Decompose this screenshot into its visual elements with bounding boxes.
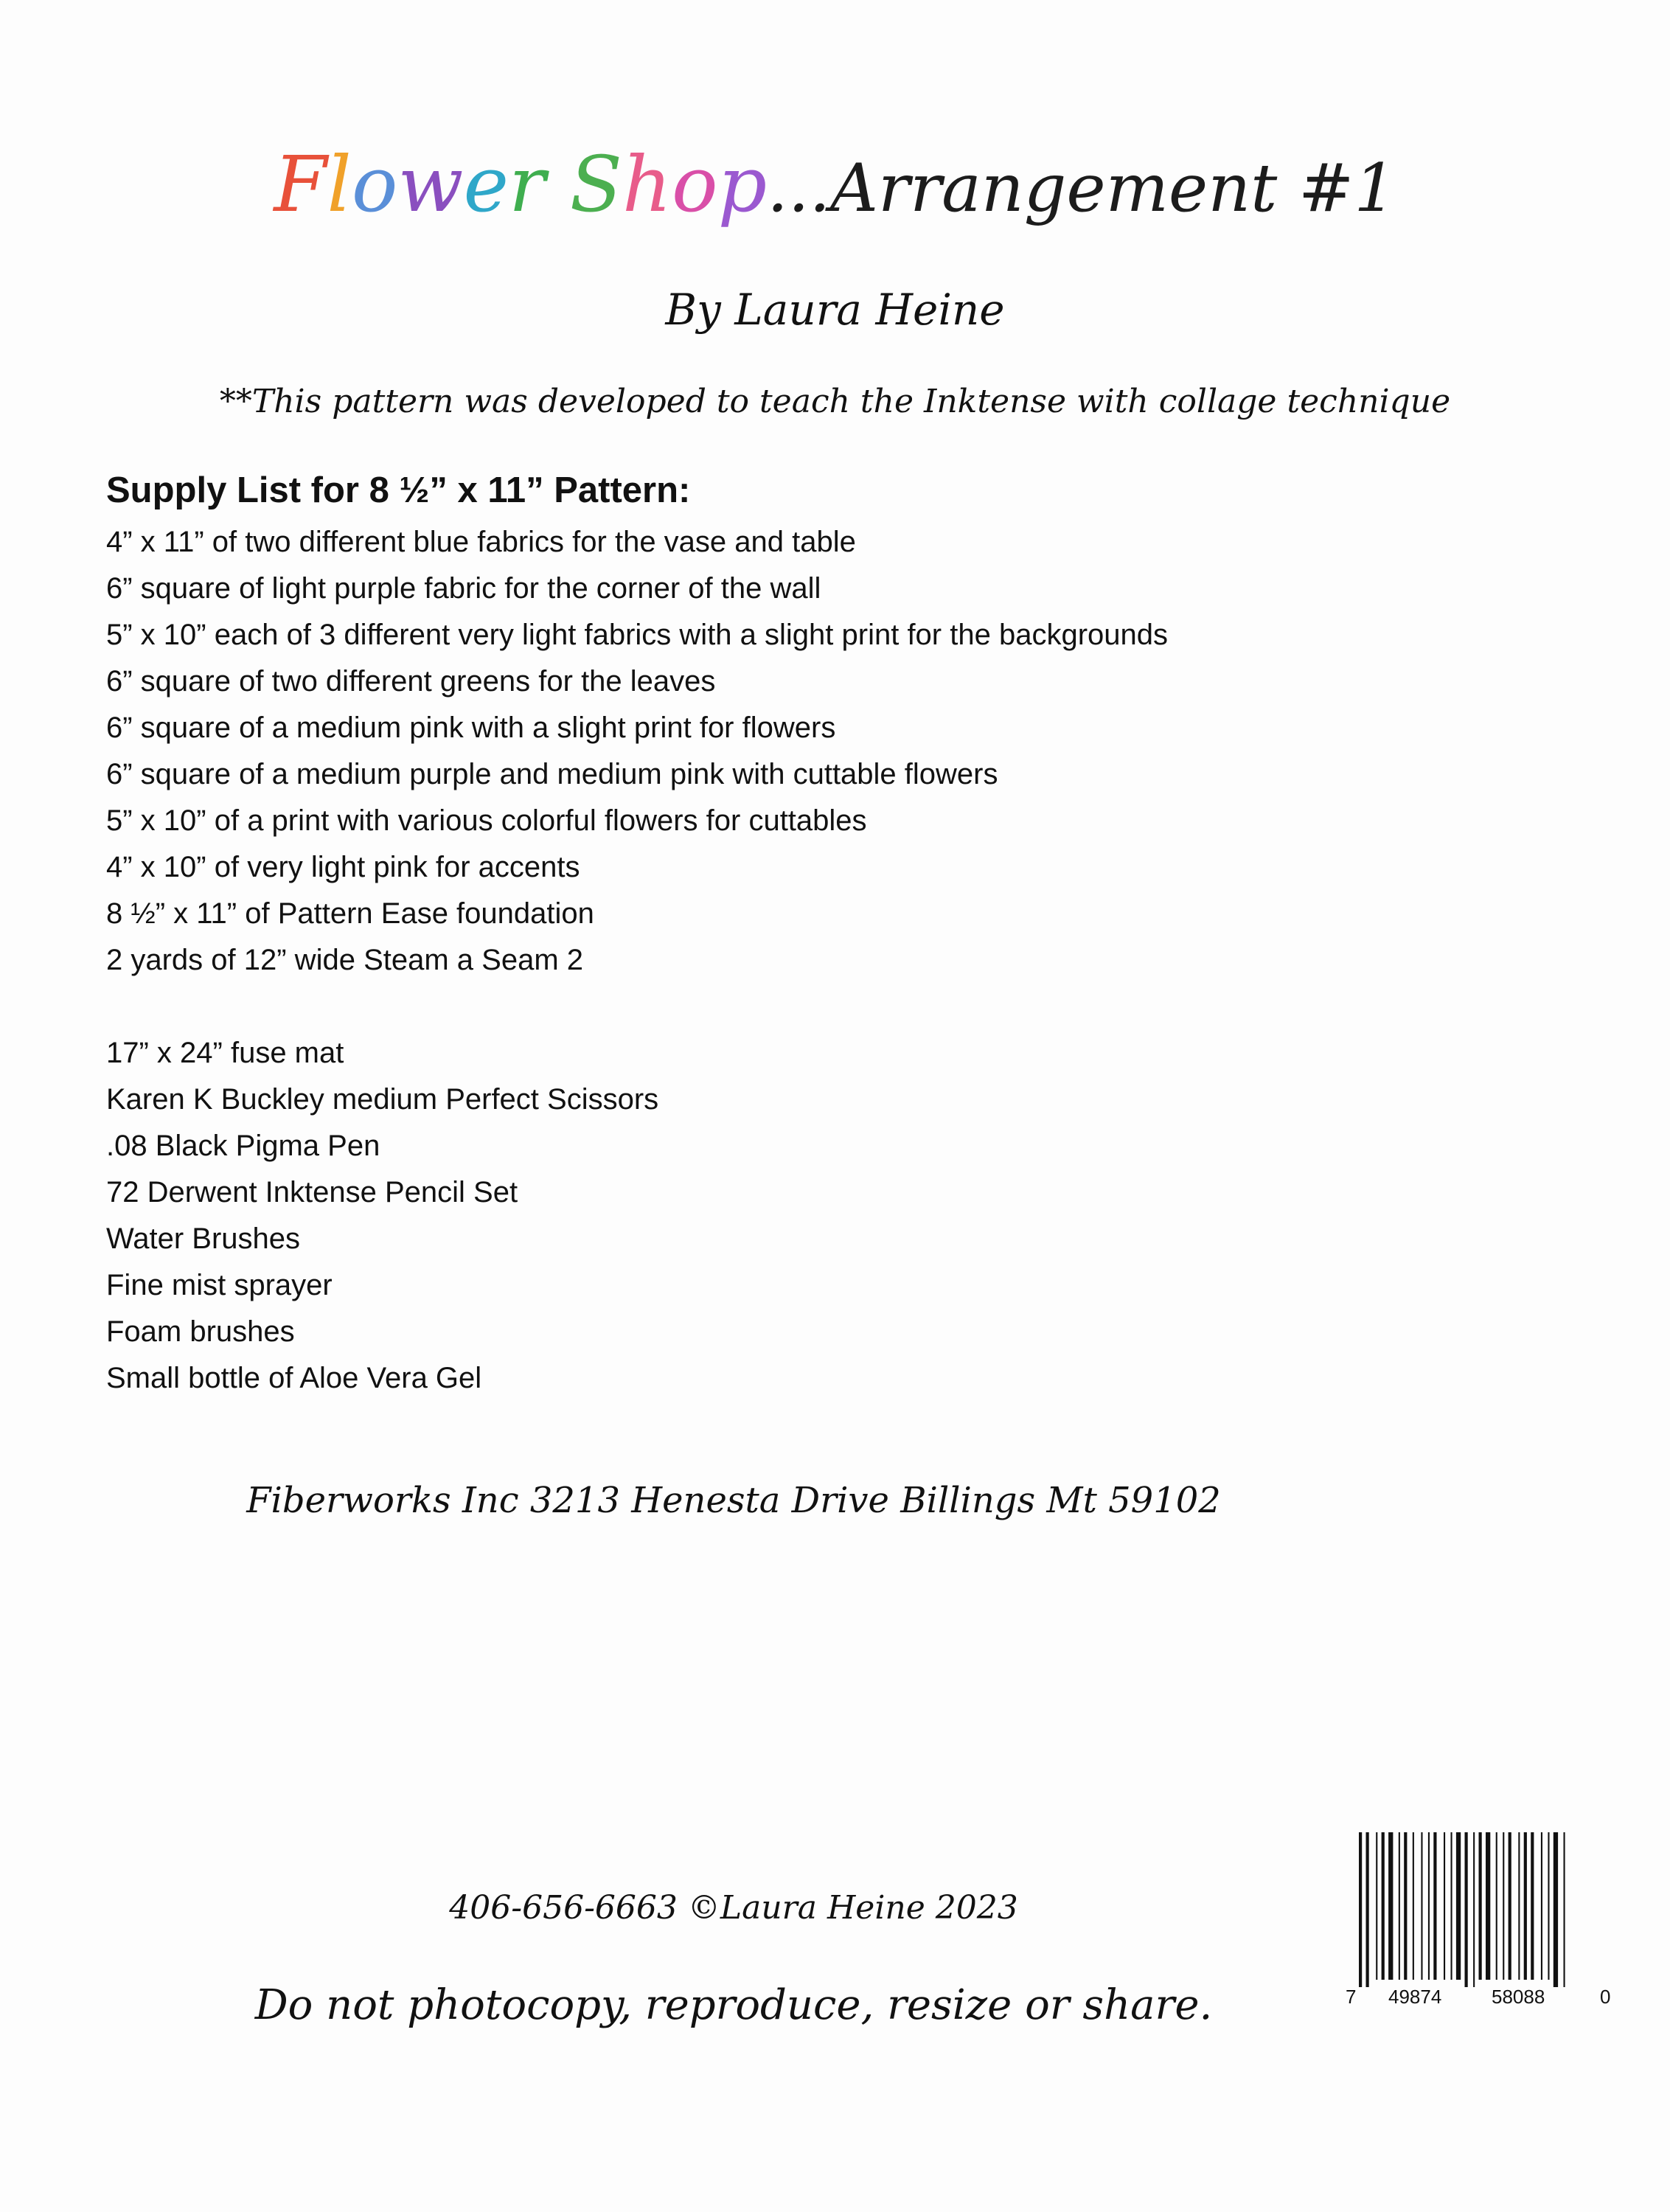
tool-item: Foam brushes	[106, 1315, 295, 1348]
title-letter: p	[717, 139, 768, 229]
barcode-bar	[1366, 1832, 1369, 1987]
barcode-right-group: 58088	[1492, 1986, 1545, 2008]
barcode-bar	[1388, 1832, 1393, 1980]
barcode-bar	[1496, 1832, 1497, 1980]
barcode-bar	[1564, 1832, 1565, 1987]
fabric-item: 5” x 10” of a print with various colorful flowers for cuttables	[106, 804, 867, 837]
supply-list	[103, 465, 1430, 1402]
title-suffix: ...Arrangement #1	[767, 150, 1396, 227]
title-letter: F	[274, 139, 327, 229]
barcode-left-group: 49874	[1388, 1986, 1442, 2008]
barcode-bar	[1451, 1832, 1452, 1980]
title-letter: o	[351, 139, 398, 229]
fabric-item: 6” square of light purple fabric for the corner of the wall	[106, 572, 821, 605]
title-letter: e	[463, 139, 509, 229]
barcode-bar	[1444, 1832, 1445, 1980]
tool-item: Small bottle of Aloe Vera Gel	[106, 1362, 482, 1394]
barcode-first-digit: 7	[1346, 1986, 1357, 2008]
fabric-item: 8 ½” x 11” of Pattern Ease foundation	[106, 897, 594, 930]
barcode-bar	[1376, 1832, 1377, 1980]
title-letter: S	[569, 139, 623, 229]
fabric-item: 4” x 10” of very light pink for accents	[106, 851, 580, 883]
barcode-bar	[1554, 1832, 1558, 1987]
barcode-bar	[1456, 1832, 1461, 1980]
copy-warning: Do not photocopy, reproduce, resize or share.	[254, 1981, 1213, 2029]
barcode-bar	[1433, 1832, 1436, 1980]
fabric-item: 2 yards of 12” wide Steam a Seam 2	[106, 944, 583, 976]
tool-item: 17” x 24” fuse mat	[106, 1037, 344, 1069]
title-colored-text	[274, 139, 767, 229]
barcode-bar	[1421, 1832, 1422, 1980]
author-byline: By Laura Heine	[665, 285, 1005, 335]
fabric-item: 6” square of two different greens for the leaves	[106, 665, 716, 698]
barcode-bar	[1413, 1832, 1414, 1980]
tool-item: Water Brushes	[106, 1222, 301, 1255]
barcode-bar	[1486, 1832, 1490, 1980]
technique-note: **This pattern was developed to teach the Inktense with collage technique	[219, 383, 1451, 420]
barcode-bars	[1346, 1825, 1611, 1987]
barcode-bar	[1428, 1832, 1430, 1980]
tool-item: Karen K Buckley medium Perfect Scissors	[106, 1083, 659, 1116]
tool-item: .08 Black Pigma Pen	[106, 1130, 380, 1162]
barcode-bar	[1359, 1832, 1362, 1987]
fabric-item: 6” square of a medium pink with a slight print for flowers	[106, 712, 836, 744]
barcode-bar	[1382, 1832, 1385, 1980]
copyright-line: 406-656-6663 ©Laura Heine 2023	[449, 1889, 1018, 1927]
barcode-bar	[1399, 1832, 1400, 1980]
supply-list-heading: Supply List for 8 ½” x 11” Pattern:	[106, 470, 691, 510]
barcode-bar	[1518, 1832, 1520, 1980]
tool-item: 72 Derwent Inktense Pencil Set	[106, 1176, 518, 1208]
fabric-item: 6” square of a medium purple and medium pink with cuttable flowers	[106, 758, 998, 790]
tool-list	[103, 1030, 1430, 1402]
barcode-bar	[1473, 1832, 1475, 1987]
fabric-item: 4” x 11” of two different blue fabrics for the vase and table	[106, 526, 856, 558]
pattern-title	[0, 136, 1670, 237]
barcode-check-digit: 0	[1600, 1986, 1611, 2008]
title-letter: r	[509, 139, 546, 229]
barcode-bar	[1548, 1832, 1549, 1980]
title-letter: h	[622, 139, 672, 229]
barcode-bar	[1465, 1832, 1468, 1987]
tool-item: Fine mist sprayer	[106, 1269, 333, 1301]
barcode-bar	[1541, 1832, 1542, 1980]
title-letter: l	[327, 139, 352, 229]
barcode-bar	[1531, 1832, 1534, 1980]
barcode-bar	[1479, 1832, 1482, 1980]
barcode-bar	[1404, 1832, 1407, 1980]
title-letter: o	[672, 139, 718, 229]
title-letter: w	[397, 139, 464, 229]
publisher-address: Fiberworks Inc 3213 Henesta Drive Billings Mt 59102	[246, 1480, 1221, 1521]
upc-barcode	[1346, 1825, 1611, 2017]
barcode-bar	[1503, 1832, 1504, 1980]
fabric-item: 5” x 10” each of 3 different very light fabrics with a slight print for the backgrounds	[106, 619, 1168, 651]
barcode-bar	[1509, 1832, 1511, 1980]
barcode-bar	[1524, 1832, 1527, 1980]
fabric-list	[103, 519, 1430, 984]
title-letter	[546, 139, 570, 229]
